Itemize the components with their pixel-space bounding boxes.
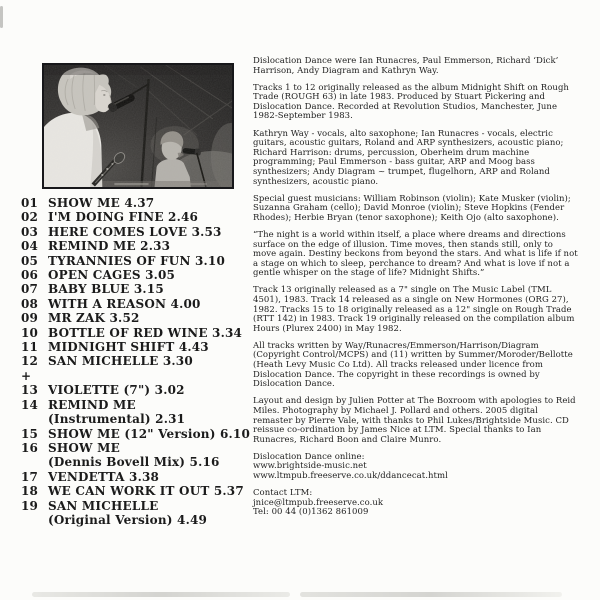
credits-paragraph: All tracks written by Way/Runacres/Emmerson/Harrison/Diagram (Copyright Control/MCPS) and (11) written by Summer/Moroder/Bellotte (Heath Levy Music Co Ltd). All tracks released under licence from Dislocation Dance. The copyright in these recordings is owned by Dislocation Dance. [253,340,573,390]
track-title: SHOW ME (12" Version) 6.10 [48,426,251,441]
track-row [21,470,236,484]
credits-paragraph: Track 13 originally released as a 7" single on The Music Label (TML 4501), 1983. Track 14 released as a single on New Hormones (ORG 27), 1982. Tracks 15 to 18 originally released as a 12" single on Rough Trade (RTT 142) in 1983. Track 19 originally released on the compilation album Hours (Plurex 2400) in May 1982. [253,285,575,334]
credits-paragraph: Tracks 1 to 12 originally released as the album Midnight Shift on Rough Trade (ROUGH 63) in late 1983. Produced by Stuart Pickering and Dislocation Dance. Recorded at Revolution Studios, Manchester, June 1982-September 1983. [253,82,569,122]
track-title: (Dennis Bovell Mix) 5.16 [48,455,220,470]
contact-line: Tel: 00 44 (0)1362 861009 [253,507,369,518]
scan-smudge [0,6,3,28]
track-number: 02 [21,210,39,225]
track-title: BOTTLE OF RED WINE 3.34 [48,325,243,340]
track-title: OPEN CAGES 3.05 [48,268,176,283]
online-line: Dislocation Dance online: [253,451,365,462]
track-row [21,369,236,383]
track-row [21,297,236,311]
track-title: BABY BLUE 3.15 [48,282,164,297]
track-title: REMIND ME [48,397,136,412]
credits-paragraph: Kathryn Way - vocals, alto saxophone; Ian Runacres - vocals, electric guitars, acoustic guitars, Roland and ARP synthesizers, acoustic piano; Richard Harrison: drums, percussion, Oberheim drum machine programming; Paul Emmerson - bass guitar, ARP and Moog bass synthesizers; Andy Diagram ~ trumpet, flugelhorn, ARP and Roland synthesizers, acoustic piano. [253,128,564,187]
track-row [21,268,236,282]
online-line: www.ltmpub.freeserve.co.uk/ddancecat.html [253,470,448,481]
track-title: MR ZAK 3.52 [48,311,140,326]
track-number: 01 [21,196,39,210]
track-list [21,196,251,527]
track-number: 15 [21,426,39,441]
track-title: I'M DOING FINE 2.46 [48,210,199,225]
online-links [253,453,578,482]
track-row [21,311,236,325]
track-number: 03 [21,224,39,239]
track-title: SHOW ME 4.37 [48,196,155,210]
track-number: 08 [21,296,39,311]
contact-line: Contact LTM: [253,488,313,499]
track-row [21,210,236,224]
track-row [21,412,236,426]
track-row [21,383,236,397]
track-row [21,398,236,412]
track-row [21,225,236,239]
track-row [21,282,236,296]
track-number: 17 [21,469,39,484]
track-row [21,513,236,527]
track-number: 11 [21,340,39,355]
credits-text [253,57,578,518]
track-title: TYRANNIES OF FUN 3.10 [48,253,226,268]
photo-grain [44,65,232,187]
scan-artifact [300,592,562,597]
track-number: 10 [21,325,39,340]
credits-paragraphs [253,57,578,445]
band-photo-image [44,65,232,187]
track-number: 06 [21,268,39,283]
track-row [21,325,243,340]
track-row [21,499,236,513]
track-title: SHOW ME [48,440,120,455]
track-number: 04 [21,239,39,254]
track-row [21,196,236,210]
track-title: (Instrumental) 2.31 [48,412,186,427]
track-row [21,441,236,455]
track-row [21,354,236,368]
track-row [21,484,244,499]
contact-block [253,489,578,518]
credits-paragraph: Dislocation Dance were Ian Runacres, Paul Emmerson, Richard ‘Dick’ Harrison, Andy Diagram and Kathryn Way. [253,56,559,76]
track-title: (Original Version) 4.49 [48,512,208,527]
track-number: + [21,368,32,383]
band-photo [42,63,234,189]
credits-paragraph: Layout and design by Julien Potter at The Boxroom with apologies to Reid Miles. Photography by Michael J. Pollard and others. 2005 digital remaster by Pierre Vale, with thanks to Phil Lukes/Brightside Music. CD reissue co-ordination by James Nice at LTM. Special thanks to Ian Runacres, Richard Boon and Claire Munro. [253,396,576,445]
track-number: 14 [21,397,39,412]
contact-line: jnice@ltmpub.freeserve.co.uk [253,497,384,508]
track-number: 07 [21,282,39,297]
track-title: MIDNIGHT SHIFT 4.43 [48,340,209,355]
track-title: WE CAN WORK IT OUT 5.37 [48,484,244,499]
track-number: 12 [21,354,39,369]
track-number: 18 [21,484,39,499]
track-title: SAN MICHELLE [48,498,159,513]
track-number: 13 [21,383,39,398]
credits-paragraph: “The night is a world within itself, a place where dreams and directions surface on the edge of illusion. Time moves, then stands still, only to move again. Destiny beckons from beyond the stars. And what is life if not a stage on which to sleep, perchance to dream? And what is love if not a gentle whisper on the stage of life? Midnight Shifts.” [253,229,578,279]
track-row [21,426,251,441]
track-title: SAN MICHELLE 3.30 [48,354,193,369]
track-number: 16 [21,440,39,455]
track-title: WITH A REASON 4.00 [48,296,201,311]
track-title: VIOLETTE (7") 3.02 [48,383,185,398]
online-line: www.brightside-music.net [253,461,367,472]
track-row [21,239,236,253]
track-row [21,254,236,268]
track-number: 09 [21,311,39,326]
scan-artifact [32,592,290,597]
track-row [21,455,236,469]
credits-paragraph: Special guest musicians: William Robinson (violin); Kate Musker (violin); Suzanna Graham (cello); David Monroe (violin); Steve Hopkins (Fender Rhodes); Herbie Bryan (tenor saxophone); Keith Ojo (alto saxophone). [253,193,571,223]
track-title: REMIND ME 2.33 [48,239,171,254]
track-title: HERE COMES LOVE 3.53 [48,224,222,239]
track-number: 05 [21,253,39,268]
track-number: 19 [21,498,39,513]
track-row [21,340,236,354]
track-title: VENDETTA 3.38 [48,469,160,484]
